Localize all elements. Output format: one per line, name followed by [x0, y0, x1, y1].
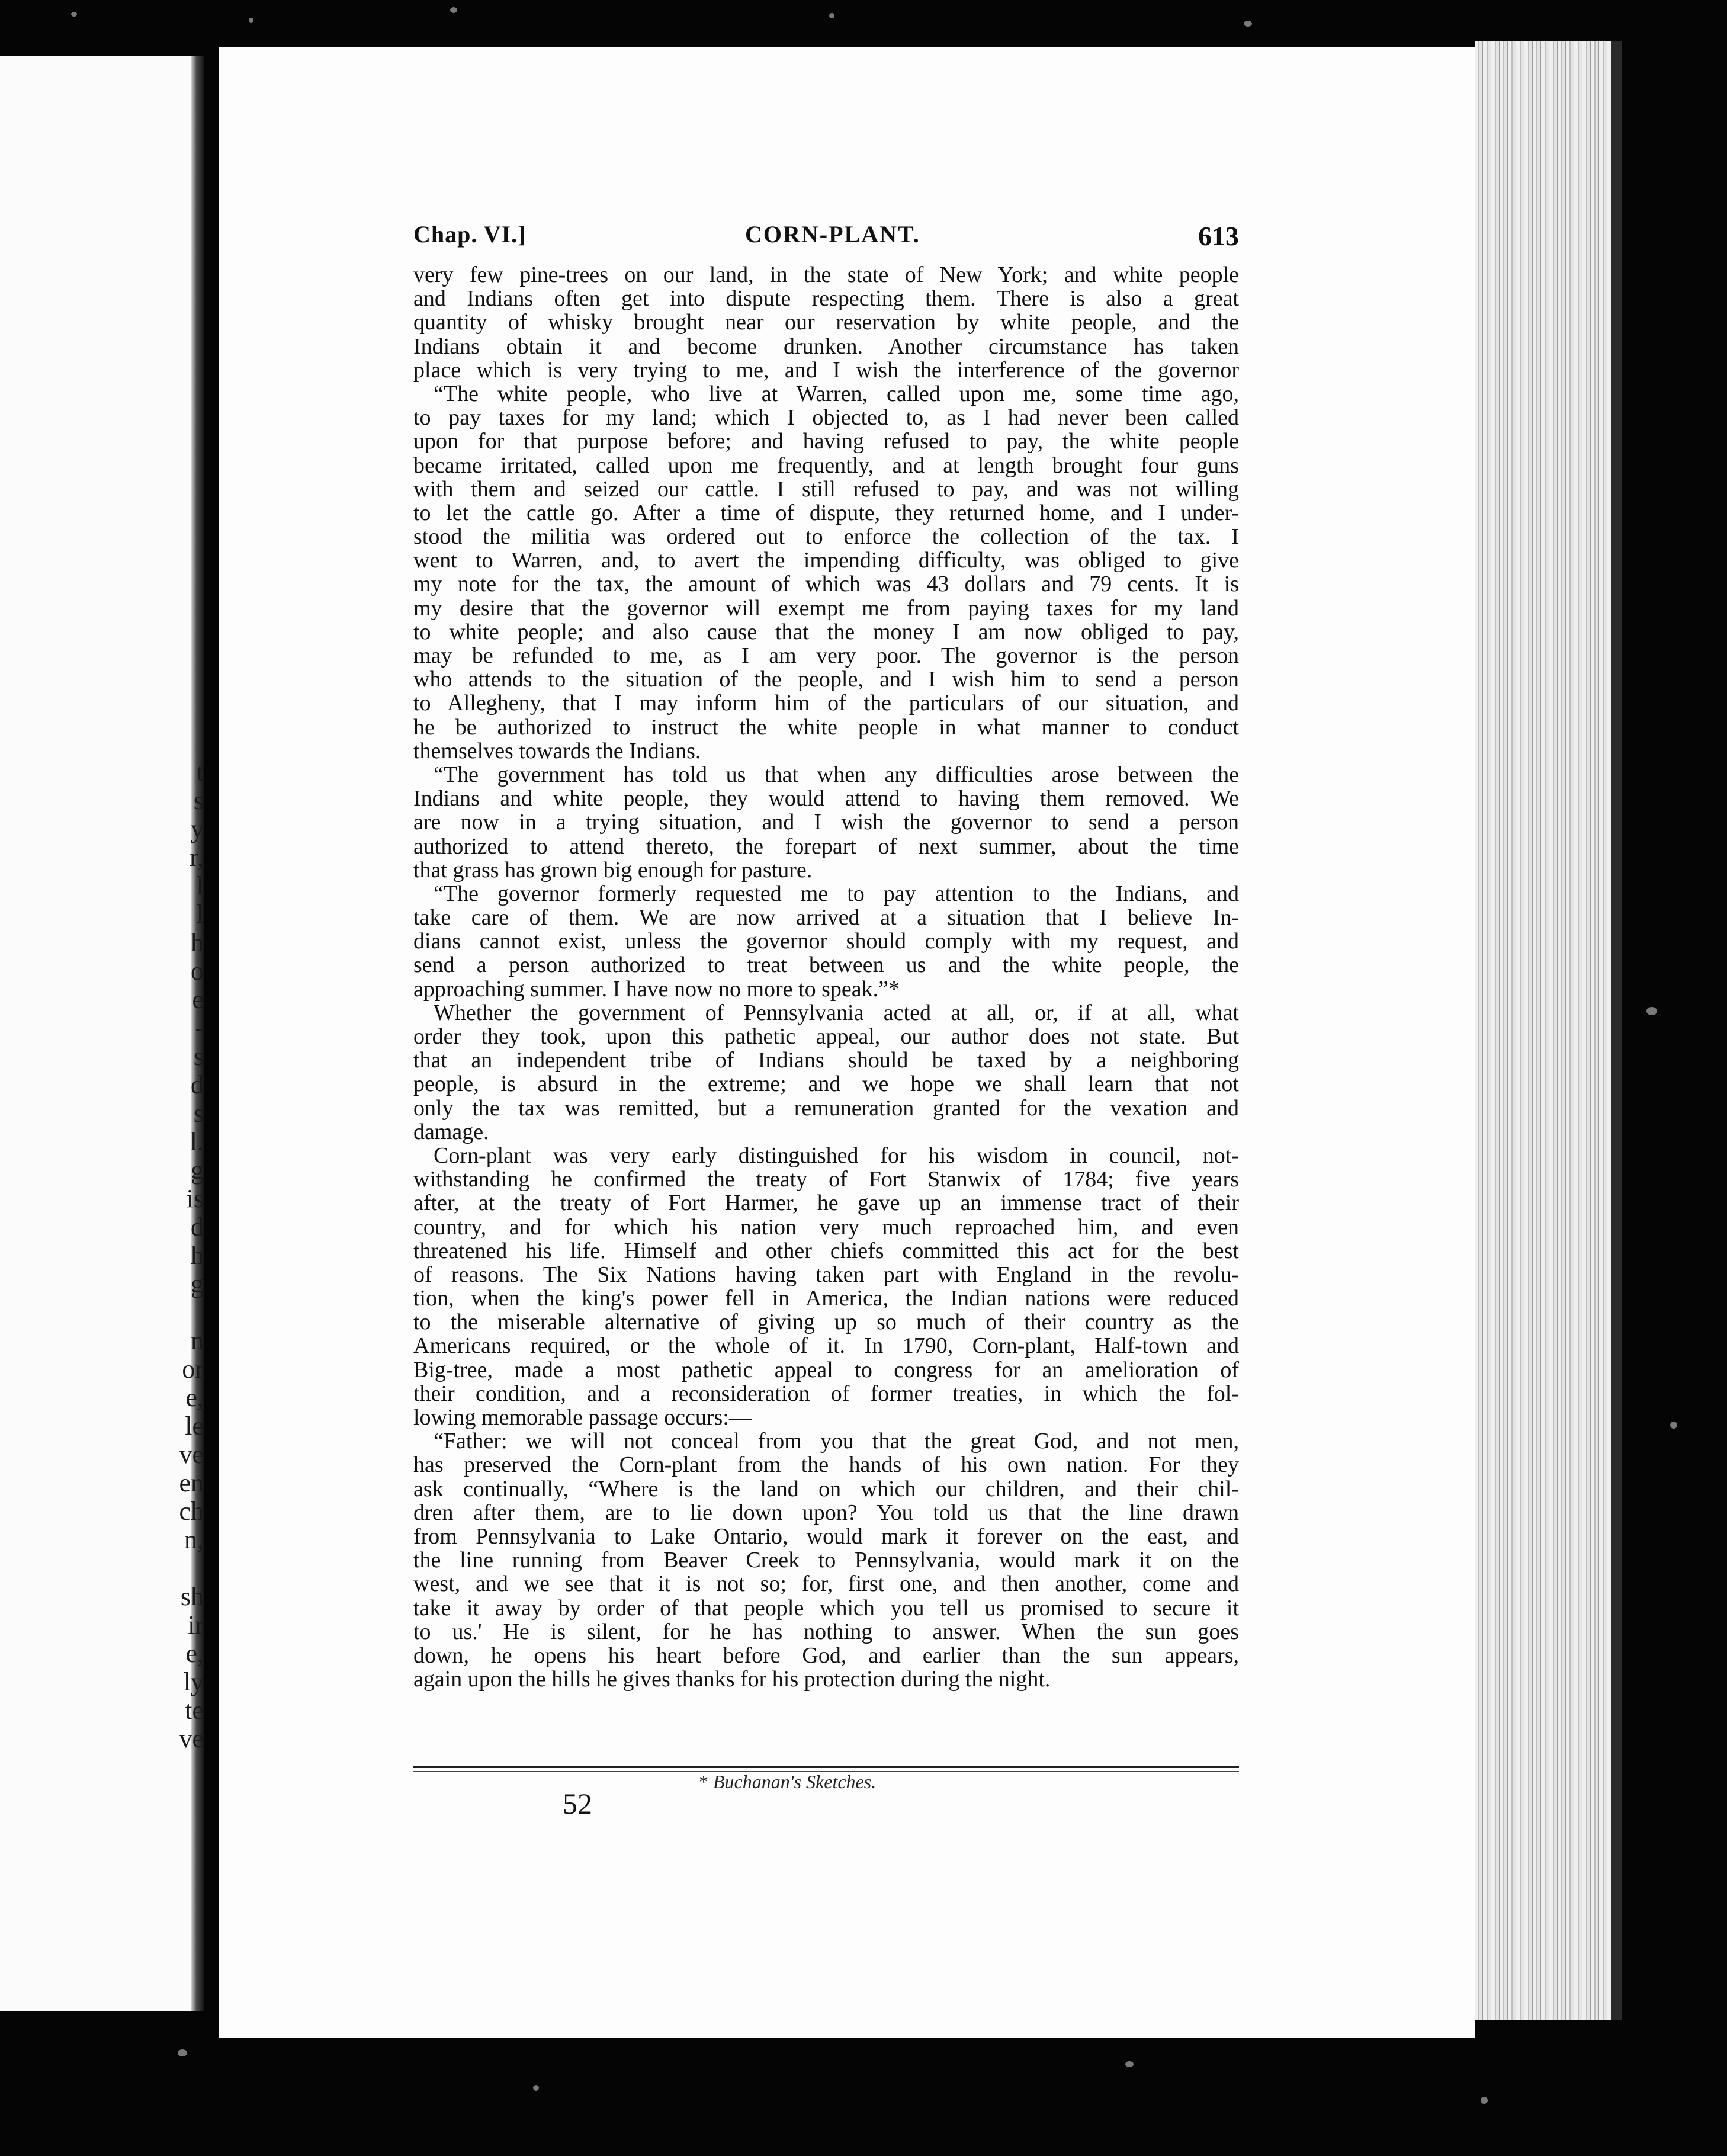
left-fragment: s [193, 1099, 204, 1128]
text-line: that an independent tribe of Indians should be taxed by a neighboring [413, 1048, 1239, 1073]
left-fragment: n, [184, 1526, 204, 1554]
text-line: has preserved the Corn-plant from the hands of his own nation. For they [413, 1452, 1239, 1478]
text-line: and Indians often get into dispute respecting them. There is also a great [413, 286, 1239, 312]
left-fragment: e, [185, 1384, 204, 1412]
text-line: damage. [413, 1119, 489, 1144]
text-line: take care of them. We are now arrived at a situation that I believe In- [413, 905, 1239, 931]
running-header [413, 220, 1239, 256]
text-line: who attends to the situation of the people, and I wish him to send a person [413, 667, 1239, 692]
footnote [699, 1771, 876, 1793]
left-fragment: g [191, 1270, 204, 1298]
text-line: my note for the tax, the amount of which was 43 dollars and 79 cents. It is [413, 572, 1239, 597]
left-fragment: le [185, 1412, 204, 1440]
text-line: approaching summer. I have now no more to speak.”* [413, 976, 900, 1002]
left-fragment: l [196, 872, 204, 900]
left-fragment: e [192, 986, 204, 1014]
body-text [413, 263, 1239, 1691]
left-fragment: o [191, 957, 204, 986]
text-line: that grass has grown big enough for pasture. [413, 857, 813, 883]
text-line: lowing memorable passage occurs:— [413, 1405, 752, 1430]
text-line: of reasons. The Six Nations having taken part with England in the revolu- [413, 1262, 1239, 1287]
text-line: withstanding he confirmed the treaty of Fort Stanwix of 1784; five years [413, 1167, 1239, 1192]
left-fragment: h [191, 1241, 204, 1270]
text-line: Whether the government of Pennsylvania acted at all, or, if at all, what [434, 1000, 1239, 1025]
text-line: west, and we see that it is not so; for, first one, and then another, come and [413, 1571, 1239, 1597]
text-line: very few pine-trees on our land, in the state of New York; and white people [413, 262, 1239, 287]
text-line: to Allegheny, that I may inform him of the particulars of our situation, and [413, 691, 1239, 716]
text-line: to let the cattle go. After a time of dispute, they returned home, and I under- [413, 500, 1239, 525]
text-line: my desire that the governor will exempt me from paying taxes for my land [413, 595, 1239, 621]
text-line: down, he opens his heart before God, and earlier than the sun appears, [413, 1642, 1239, 1668]
footnote-marker: * [699, 1771, 708, 1792]
text-line: Americans required, or the whole of it. In 1790, Corn-plant, Half-town and [413, 1333, 1239, 1359]
footnote-text: Buchanan's Sketches. [713, 1771, 877, 1792]
left-fragment: s [193, 1042, 204, 1071]
text-line: Indians obtain it and become drunken. Another circumstance has taken [413, 333, 1239, 359]
text-line: may be refunded to me, as I am very poor. The governor is the person [413, 643, 1239, 668]
left-fragment: n [191, 1327, 204, 1355]
left-fragment: h [191, 929, 204, 957]
text-line: to us.' He is silent, for he has nothing to answer. When the sun goes [413, 1619, 1239, 1644]
text-line: authorized to attend thereto, the forepart of next summer, about the time [413, 833, 1239, 859]
left-fragment: is [186, 1185, 204, 1213]
left-fragment: - [195, 1014, 204, 1042]
left-fragment: te [185, 1696, 204, 1725]
text-line: “The white people, who live at Warren, called upon me, some time ago, [434, 381, 1239, 406]
text-line: take it away by order of that people which you tell us promised to secure it [413, 1595, 1239, 1621]
left-page-text-fragments [178, 758, 204, 1753]
text-line: “The governor formerly requested me to pay attention to the Indians, and [434, 881, 1239, 906]
text-line: Corn-plant was very early distinguished for his wisdom in council, not- [434, 1143, 1239, 1168]
left-fragment: l [196, 900, 204, 929]
left-fragment: r, [190, 843, 204, 872]
page-edges [1475, 41, 1611, 2020]
left-fragment: ve [179, 1440, 204, 1469]
text-line: are now in a trying situation, and I wish the governor to send a person [413, 810, 1239, 835]
left-fragment: e, [185, 1640, 204, 1668]
text-line: quantity of whisky brought near our reservation by white people, and the [413, 310, 1239, 335]
text-line: from Pennsylvania to Lake Ontario, would mark it forever on the east, and [413, 1523, 1239, 1549]
text-line: to pay taxes for my land; which I objected to, as I had never been called [413, 405, 1239, 431]
left-fragment: d [191, 1071, 204, 1099]
signature-mark: 52 [563, 1787, 592, 1820]
left-fragment: s [193, 787, 204, 815]
left-fragment: g [191, 1156, 204, 1185]
left-fragment [178, 1298, 204, 1327]
running-title: CORN-PLANT. [745, 221, 920, 248]
text-line: themselves towards the Indians. [413, 738, 701, 763]
left-page [0, 56, 204, 2011]
text-line: stood the militia was ordered out to enforce the collection of the tax. I [413, 524, 1239, 550]
text-line: Indians and white people, they would attend to having them removed. We [413, 786, 1239, 811]
left-fragment [178, 1554, 204, 1583]
text-line: after, at the treaty of Fort Harmer, he gave up an immense tract of their [413, 1191, 1239, 1216]
left-fragment: d [191, 1213, 204, 1241]
text-line: Big-tree, made a most pathetic appeal to congress for an amelioration of [413, 1357, 1239, 1382]
text-line: the line running from Beaver Creek to Pennsylvania, would mark it on the [413, 1548, 1239, 1573]
left-fragment: y [191, 815, 204, 843]
text-line: dren after them, are to lie down upon? You told us that the line drawn [413, 1500, 1239, 1525]
text-line: only the tax was remitted, but a remuneration granted for the vexation and [413, 1095, 1239, 1121]
text-line: “Father: we will not conceal from you that the great God, and not men, [434, 1429, 1239, 1454]
text-line: again upon the hills he gives thanks for his protection during the night. [413, 1667, 1051, 1692]
text-line: place which is very trying to me, and I wish the interference of the governor [413, 357, 1239, 383]
left-fragment: ly [183, 1668, 204, 1696]
text-line: became irritated, called upon me frequently, and at length brought four guns [413, 453, 1239, 478]
text-line: people, is absurd in the extreme; and we hope we shall learn that not [413, 1071, 1239, 1097]
text-line: their condition, and a reconsideration of former treaties, in which the fol- [413, 1381, 1239, 1406]
text-line: order they took, upon this pathetic appeal, our author does not state. But [413, 1024, 1239, 1049]
text-line: send a person authorized to treat between us and the white people, the [413, 952, 1239, 978]
text-line: with them and seized our cattle. I still refused to pay, and was not willing [413, 476, 1239, 502]
text-line: he be authorized to instruct the white people in what manner to conduct [413, 714, 1239, 740]
left-fragment: ir [188, 1611, 204, 1640]
text-line: threatened his life. Himself and other chiefs committed this act for the best [413, 1238, 1239, 1263]
left-fragment: sh [180, 1583, 204, 1611]
chapter-label: Chap. VI.] [413, 221, 527, 248]
left-fragment: or [182, 1355, 204, 1384]
text-line: dians cannot exist, unless the governor should comply with my request, and [413, 929, 1239, 954]
text-line: went to Warren, and, to avert the impending difficulty, was obliged to give [413, 548, 1239, 573]
footnote-rule [413, 1766, 1239, 1768]
left-fragment: ve [179, 1725, 204, 1753]
text-line: tion, when the king's power fell in America, the Indian nations were reduced [413, 1286, 1239, 1311]
page-number: 613 [1198, 221, 1239, 251]
left-fragment: ch [179, 1497, 204, 1526]
left-fragment: en [179, 1469, 204, 1497]
text-line: to the miserable alternative of giving up so much of their country as the [413, 1310, 1239, 1335]
text-line: “The government has told us that when any difficulties arose between the [434, 762, 1239, 787]
text-line: ask continually, “Where is the land on which our children, and their chil- [413, 1476, 1239, 1502]
left-fragment: l. [190, 1128, 204, 1156]
text-line: upon for that purpose before; and having refused to pay, the white people [413, 429, 1239, 454]
text-line: to white people; and also cause that the money I am now obliged to pay, [413, 619, 1239, 644]
left-fragment: t [196, 758, 204, 787]
text-line: country, and for which his nation very much reproached him, and even [413, 1214, 1239, 1240]
